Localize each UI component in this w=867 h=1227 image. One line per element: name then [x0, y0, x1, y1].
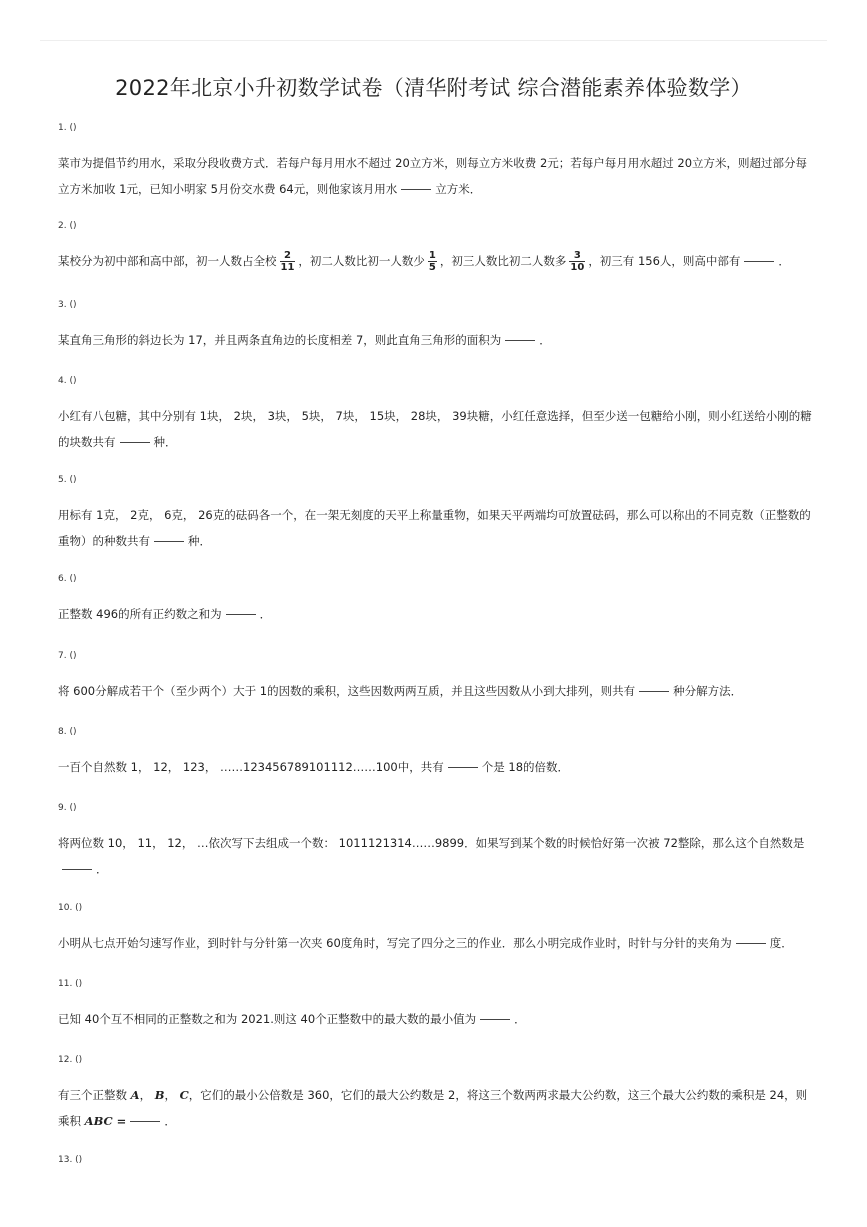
answer-blank — [130, 1120, 160, 1122]
question-number: 5. () — [58, 475, 77, 485]
question-number: 1. () — [58, 123, 77, 133]
variable-c: C — [179, 1088, 189, 1102]
question-text — [58, 830, 814, 882]
question-text-part: 种． — [153, 435, 177, 449]
question-text-part: 种． — [188, 534, 211, 548]
question-12 — [58, 1053, 814, 1134]
question-text — [58, 1006, 814, 1032]
question-text — [58, 248, 814, 274]
question-3 — [58, 298, 814, 353]
question-text-part: 某直角三角形的斜边长为 17，并且两条直角边的长度相差 7，则此直角三角形的面积为 — [58, 333, 502, 347]
question-13 — [58, 1153, 814, 1167]
question-text — [58, 502, 814, 554]
question-7 — [58, 649, 814, 704]
fraction — [569, 250, 585, 273]
question-text-part: ． — [539, 333, 551, 347]
variable-b: B — [154, 1088, 165, 1102]
question-6 — [58, 572, 814, 627]
question-text-part: 已知 40个互不相同的正整数之和为 2021.则这 40个正整数中的最大数的最小值为 — [58, 1012, 477, 1026]
answer-blank — [226, 613, 256, 615]
fraction-denominator: 10 — [570, 262, 585, 273]
question-text-part: ． — [778, 254, 790, 268]
question-text — [58, 754, 814, 780]
page-title: 2022年北京小升初数学试卷（清华附考试 综合潜能素养体验数学） — [115, 76, 752, 100]
question-text — [58, 327, 814, 353]
question-number: 12. () — [58, 1055, 83, 1065]
question-number: 4. () — [58, 376, 77, 386]
question-text-part: 小明从七点开始匀速写作业，到时针与分针第一次夹 60度角时，写完了四分之三的作业．那么小明完成作业时，时针与分针的夹角为 — [58, 936, 732, 950]
question-text-part: ， — [139, 1088, 155, 1102]
answer-blank — [736, 942, 766, 944]
question-text — [58, 403, 814, 455]
question-11 — [58, 977, 814, 1032]
question-text-part: 某校分为初中部和高中部，初一人数占全校 — [58, 254, 277, 268]
top-divider — [40, 40, 827, 41]
question-text-part: ， — [164, 1088, 180, 1102]
answer-blank — [154, 540, 184, 542]
question-text-part: 菜市为提倡节约用水，采取分段收费方式．若每户每月用水不超过 20立方米，则每立方米收费 2元；若每户每月用水超过 20立方米，则超过部分每立方米加收 1元，已知小明家 5月份交水费 64元，则他家该月用水 — [58, 156, 808, 196]
question-text-part: 用标有 1克， 2克， 6克， 26克的砝码各一个，在一架无刻度的天平上称量重物，如果天平两端均可放置砝码，那么可以称出的不同克数（正整数的重物）的种数共有 — [58, 508, 811, 548]
question-10 — [58, 901, 814, 956]
question-number: 2. () — [58, 221, 77, 231]
question-number: 11. () — [58, 979, 83, 989]
question-text-part: ． — [514, 1012, 526, 1026]
fraction-denominator: 5 — [428, 262, 436, 273]
question-text-part: ，初三人数比初二人数多 — [439, 254, 567, 268]
answer-blank — [480, 1018, 510, 1020]
question-text-part: 有三个正整数 — [58, 1088, 131, 1102]
question-text-part: ． — [96, 862, 108, 876]
question-text-part: 正整数 496的所有正约数之和为 — [58, 607, 222, 621]
question-number: 7. () — [58, 651, 77, 661]
fraction-numerator: 1 — [428, 250, 436, 261]
question-text-part: ． — [164, 1114, 176, 1128]
question-text-part: 种分解方法． — [673, 684, 743, 698]
question-text-part: ，它们的最小公倍数是 360，它们的最大公约数是 2，将这三个数两两求最大公约数，这三个最大公约数的乘积是 24，则乘积 — [58, 1088, 808, 1128]
question-text-part: 将 600分解成若干个（至少两个）大于 1的因数的乘积，这些因数两两互质，并且这些因数从小到大排列，则共有 — [58, 684, 636, 698]
question-number: 8. () — [58, 727, 77, 737]
question-text-part: 立方米． — [435, 182, 482, 196]
fraction-denominator: 11 — [280, 262, 295, 273]
question-text — [58, 1082, 814, 1134]
question-text — [58, 678, 814, 704]
question-text-part: 度． — [769, 936, 793, 950]
answer-blank — [744, 260, 774, 262]
fraction-numerator: 2 — [280, 250, 296, 262]
product-abc: ABC = — [84, 1114, 127, 1128]
question-text — [58, 601, 814, 627]
fraction-numerator: 3 — [569, 250, 585, 262]
answer-blank — [505, 339, 535, 341]
question-number: 6. () — [58, 574, 77, 584]
question-text — [58, 930, 814, 956]
question-text-part: ，初三有 156人，则高中部有 — [588, 254, 741, 268]
question-number: 9. () — [58, 803, 77, 813]
answer-blank — [448, 766, 478, 768]
answer-blank — [401, 188, 431, 190]
variable-a: A — [130, 1088, 140, 1102]
question-5 — [58, 473, 814, 554]
answer-blank — [639, 690, 669, 692]
question-number: 10. () — [58, 903, 83, 913]
question-8 — [58, 725, 814, 780]
answer-blank — [62, 868, 92, 870]
question-text-part: ，初二人数比初一人数少 — [298, 254, 425, 268]
question-text-part: 小红有八包糖，其中分别有 1块， 2块， 3块， 5块， 7块， 15块， 28块， 39块糖，小红任意选择，但至少送一包糖给小刚，则小红送给小刚的糖的块数共有 — [58, 409, 812, 449]
question-text-part: 个是 18的倍数． — [481, 760, 570, 774]
question-text-part: ． — [259, 607, 272, 621]
answer-blank — [120, 441, 150, 443]
question-2 — [58, 219, 814, 274]
question-number: 3. () — [58, 300, 77, 310]
question-text-part: 将两位数 10， 11， 12， …依次写下去组成一个数： 1011121314……9899．如果写到某个数的时候恰好第一次被 72整除，那么这个自然数是 — [58, 836, 805, 850]
question-number: 13. () — [58, 1155, 83, 1165]
question-1 — [58, 121, 814, 202]
fraction — [428, 250, 437, 273]
question-text-part: 一百个自然数 1， 12， 123， ……123456789101112……100中，共有 — [58, 760, 444, 774]
question-9 — [58, 801, 814, 882]
question-4 — [58, 374, 814, 455]
question-text — [58, 150, 814, 202]
fraction — [280, 250, 296, 273]
